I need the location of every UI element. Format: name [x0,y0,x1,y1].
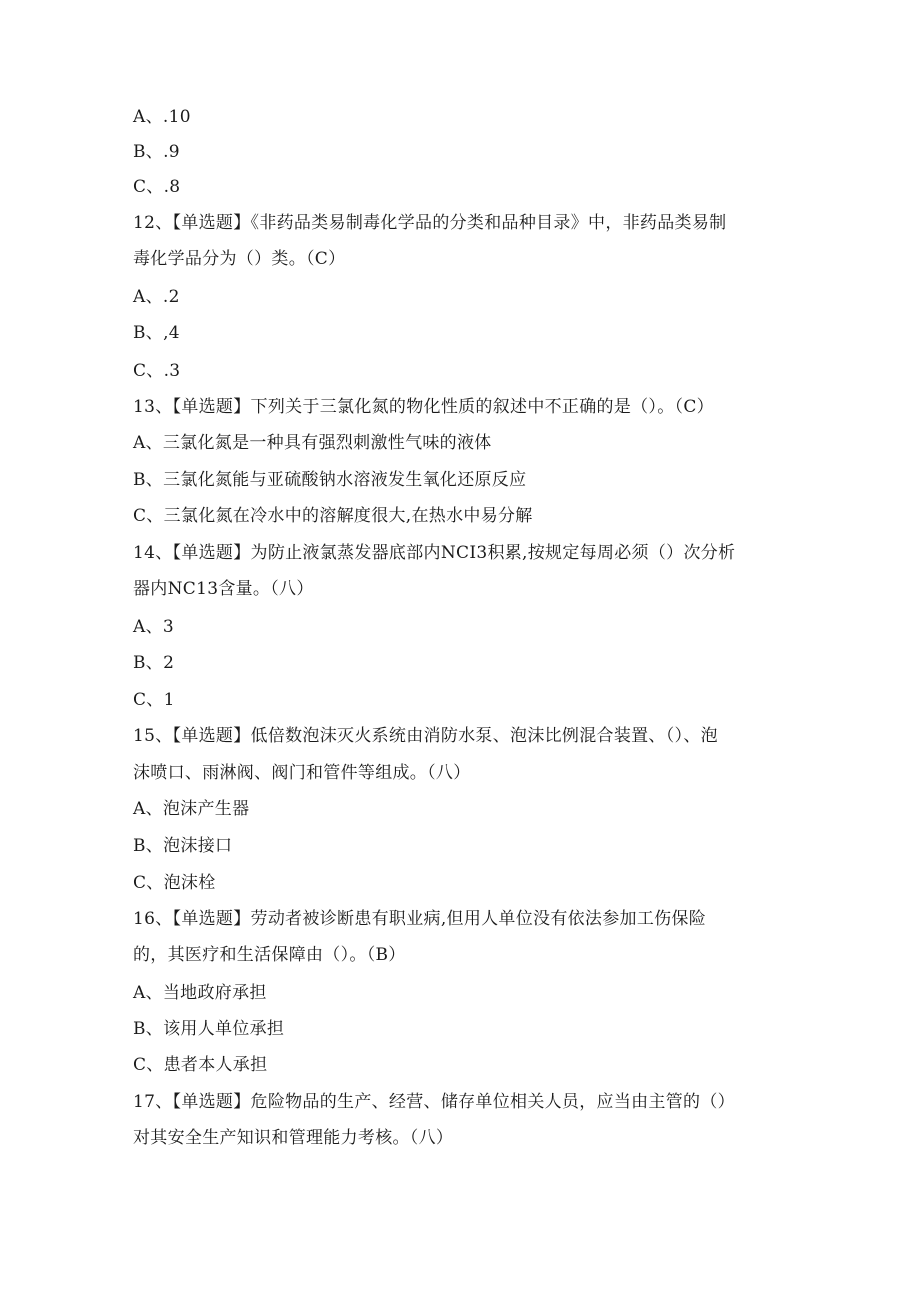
q15-question-line-1: 15、【单选题】低倍数泡沫灭火系统由消防水泵、泡沫比例混合装置、（）、泡 [133,726,718,746]
q11-option-a: A、.10 [133,107,191,127]
q12-option-a: A、.2 [133,287,180,307]
q12-option-c: C、.3 [133,361,181,381]
q13-option-b: B、三氯化氮能与亚硫酸钠水溶液发生氧化还原反应 [133,470,527,490]
q16-question-line-2: 的，其医疗和生活保障由（）。（B） [133,945,406,965]
q16-option-b: B、该用人单位承担 [133,1019,285,1039]
q13-question: 13、【单选题】下列关于三氯化氮的物化性质的叙述中不正确的是（）。（C） [133,397,714,417]
q12-option-b: B、,4 [133,323,180,343]
q16-question-line-1: 16、【单选题】劳动者被诊断患有职业病,但用人单位没有依法参加工伤保险 [133,909,707,929]
q16-option-a: A、当地政府承担 [133,983,267,1003]
q14-question-line-1: 14、【单选题】为防止液氯蒸发器底部内NCI3积累,按规定每周必须（）次分析 [133,543,736,563]
q14-option-b: B、2 [133,653,175,673]
q14-option-a: A、3 [133,617,174,637]
q13-option-c: C、三氯化氮在冷水中的溶解度很大,在热水中易分解 [133,506,533,526]
q14-option-c: C、1 [133,690,175,710]
q12-question-line-1: 12、【单选题】《非药品类易制毒化学品的分类和品种目录》中，非药品类易制 [133,213,727,233]
q15-option-a: A、泡沫产生器 [133,799,250,819]
q15-option-b: B、泡沫接口 [133,836,233,856]
q14-question-line-2: 器内NC13含量。（八） [133,579,314,599]
q12-question-line-2: 毒化学品分为（）类。（C） [133,249,346,269]
q17-question-line-1: 17、【单选题】危险物品的生产、经营、储存单位相关人员，应当由主管的（） [133,1092,735,1112]
q11-option-b: B、.9 [133,142,180,162]
q11-option-c: C、.8 [133,177,181,197]
q16-option-c: C、患者本人承担 [133,1055,268,1075]
q15-question-line-2: 沫喷口、雨淋阀、阀门和管件等组成。（八） [133,763,471,783]
q13-option-a: A、三氯化氮是一种具有强烈刺激性气味的液体 [133,433,492,453]
q17-question-line-2: 对其安全生产知识和管理能力考核。（八） [133,1128,454,1148]
q15-option-c: C、泡沫栓 [133,873,216,893]
